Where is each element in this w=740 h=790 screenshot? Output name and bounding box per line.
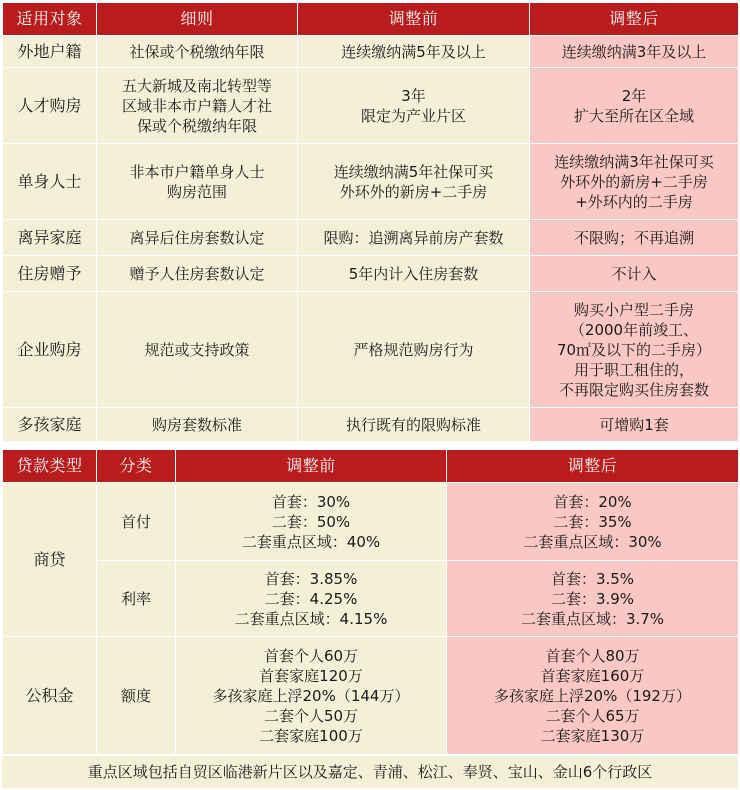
table-row xyxy=(3,561,739,637)
row-category: 首付 xyxy=(97,483,176,561)
row-before: 连续缴纳满5年社保可买 外环外的新房+二手房 xyxy=(298,144,530,220)
policy-table xyxy=(2,2,739,442)
row-target: 企业购房 xyxy=(3,292,97,408)
row-detail: 离异后住房套数认定 xyxy=(97,220,298,256)
row-before: 连续缴纳满5年及以上 xyxy=(298,36,530,68)
row-category: 利率 xyxy=(97,561,176,637)
row-detail: 赠予人住房套数认定 xyxy=(97,256,298,292)
table-row xyxy=(3,483,739,561)
header-after: 调整后 xyxy=(447,450,739,483)
row-detail: 非本市户籍单身人士 购房范围 xyxy=(97,144,298,220)
row-target: 住房赠予 xyxy=(3,256,97,292)
row-category: 额度 xyxy=(97,637,176,755)
row-detail: 规范或支持政策 xyxy=(97,292,298,408)
header-before: 调整前 xyxy=(176,450,447,483)
loan-header-row xyxy=(3,450,739,483)
loan-type-provident: 公积金 xyxy=(3,637,97,755)
row-target: 多孩家庭 xyxy=(3,408,97,442)
row-after: 连续缴纳满3年社保可买 外环外的新房+二手房 +外环内的二手房 xyxy=(530,144,739,220)
row-before: 首套个人60万 首套家庭120万 多孩家庭上浮20%（144万） 二套个人50万 二套家庭100万 xyxy=(176,637,447,755)
row-detail: 社保或个税缴纳年限 xyxy=(97,36,298,68)
table-row xyxy=(3,220,739,256)
row-after: 首套：20% 二套：35% 二套重点区域：30% xyxy=(447,483,739,561)
row-target: 外地户籍 xyxy=(3,36,97,68)
row-before: 严格规范购房行为 xyxy=(298,292,530,408)
table-row xyxy=(3,256,739,292)
row-after: 不计入 xyxy=(530,256,739,292)
row-detail: 购房套数标准 xyxy=(97,408,298,442)
policy-header-row xyxy=(3,3,739,36)
header-loan-type: 贷款类型 xyxy=(3,450,97,483)
row-detail: 五大新城及南北转型等 区域非本市户籍人才社 保或个税缴纳年限 xyxy=(97,68,298,144)
header-category: 分类 xyxy=(97,450,176,483)
row-before: 3年 限定为产业片区 xyxy=(298,68,530,144)
table-row xyxy=(3,637,739,755)
table-row xyxy=(3,292,739,408)
header-after: 调整后 xyxy=(530,3,739,36)
row-before: 首套：3.85% 二套：4.25% 二套重点区域：4.15% xyxy=(176,561,447,637)
row-after: 首套个人80万 首套家庭160万 多孩家庭上浮20%（192万） 二套个人65万 二套家庭130万 xyxy=(447,637,739,755)
loan-type-commercial: 商贷 xyxy=(3,483,97,637)
row-before: 5年内计入住房套数 xyxy=(298,256,530,292)
loan-table xyxy=(2,449,739,755)
row-after: 不限购；不再追溯 xyxy=(530,220,739,256)
row-before: 限购：追溯离异前房产套数 xyxy=(298,220,530,256)
table-row xyxy=(3,408,739,442)
footnote: 重点区域包括自贸区临港新片区以及嘉定、青浦、松江、奉贤、宝山、金山6个行政区 xyxy=(2,756,738,788)
row-after: 购买小户型二手房 （2000年前竣工、 70㎡及以下的二手房） 用于职工租住的， 不再限定购买住房套数 xyxy=(530,292,739,408)
row-target: 单身人士 xyxy=(3,144,97,220)
row-target: 人才购房 xyxy=(3,68,97,144)
row-target: 离异家庭 xyxy=(3,220,97,256)
row-after: 连续缴纳满3年及以上 xyxy=(530,36,739,68)
row-before: 首套：30% 二套：50% 二套重点区域：40% xyxy=(176,483,447,561)
header-detail: 细则 xyxy=(97,3,298,36)
table-row xyxy=(3,144,739,220)
row-after: 首套：3.5% 二套：3.9% 二套重点区域：3.7% xyxy=(447,561,739,637)
table-row xyxy=(3,36,739,68)
row-after: 2年 扩大至所在区全域 xyxy=(530,68,739,144)
row-before: 执行既有的限购标准 xyxy=(298,408,530,442)
table-row xyxy=(3,68,739,144)
header-target: 适用对象 xyxy=(3,3,97,36)
row-after: 可增购1套 xyxy=(530,408,739,442)
header-before: 调整前 xyxy=(298,3,530,36)
